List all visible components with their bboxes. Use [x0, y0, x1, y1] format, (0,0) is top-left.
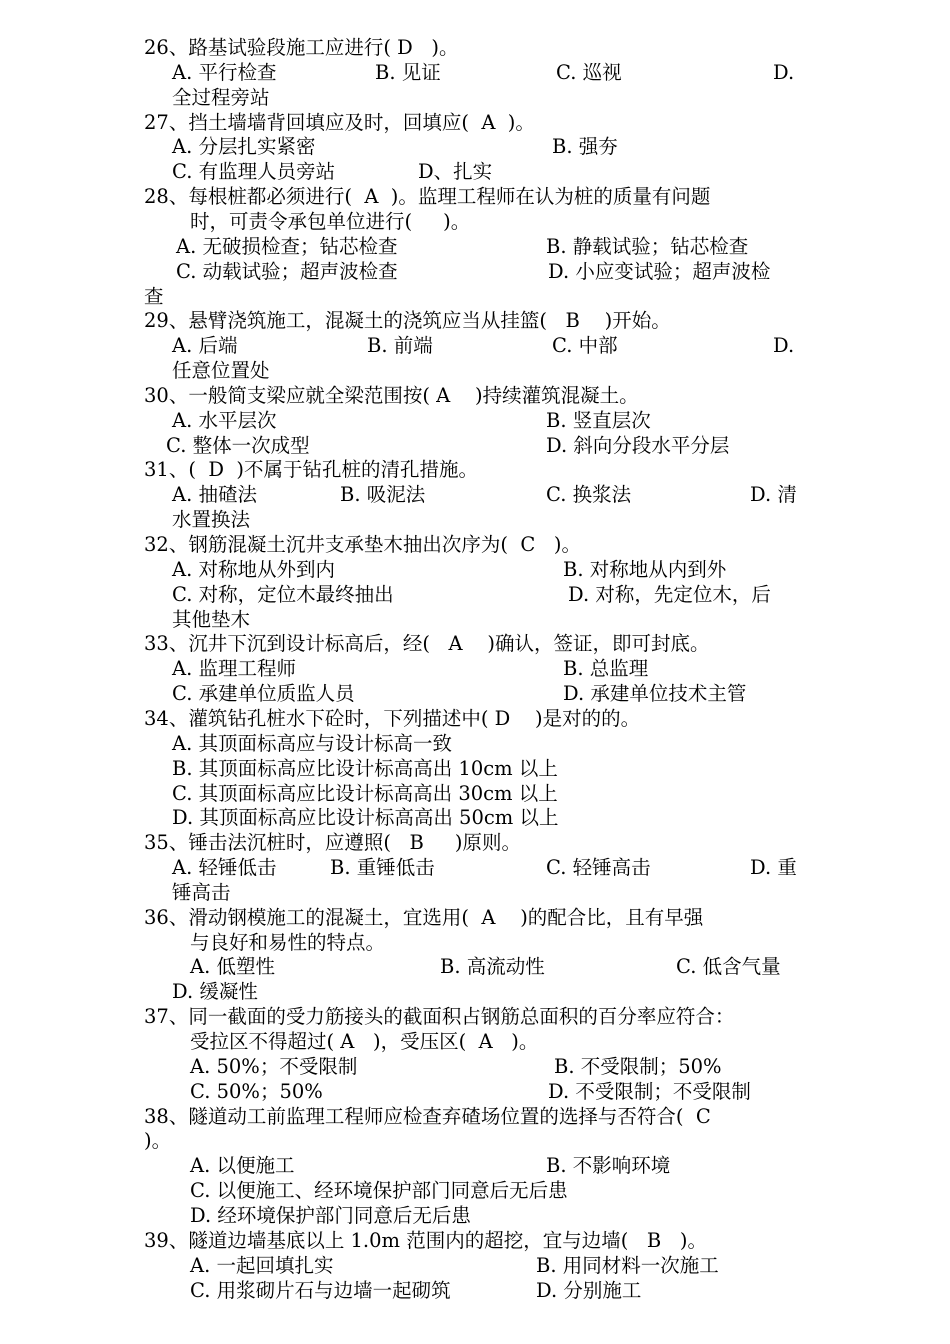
text-line: 39、隧道边墙基底以上 1.0m 范围内的超挖，宜与边墙( B )。: [144, 1228, 707, 1252]
text-segment: B. 不影响环境: [546, 1154, 671, 1178]
text-segment: D.: [773, 334, 795, 358]
text-segment: B. 见证: [375, 60, 441, 84]
text-line: 水置换法: [172, 508, 251, 532]
text-line: C. 其顶面标高应比设计标高高出 30cm 以上: [172, 781, 558, 805]
text-line: C. 50%；50%: [190, 1079, 323, 1103]
text-line: 32、钢筋混凝土沉井支承垫木抽出次序为( C )。: [144, 533, 581, 556]
text-line: C. 整体一次成型: [166, 433, 310, 457]
text-segment: B. 竖直层次: [546, 408, 651, 432]
text-segment: B. 用同材料一次施工: [536, 1253, 719, 1277]
text-line: A. 低塑性: [190, 955, 275, 979]
text-line: 28、每根桩都必须进行( A )。监理工程师在认为桩的质量有问题: [144, 185, 711, 209]
text-line: 查: [144, 284, 164, 308]
text-line: C. 动载试验；超声波检查: [176, 259, 398, 283]
text-segment: D、扎实: [418, 160, 493, 184]
text-line: 26、路基试验段施工应进行( D )。: [144, 36, 459, 59]
text-line: A. 对称地从外到内: [172, 557, 335, 581]
text-line: A. 一起回填扎实: [190, 1253, 334, 1277]
text-line: A. 以便施工: [190, 1154, 295, 1178]
text-line: 34、灌筑钻孔桩水下砼时，下列描述中( D )是对的的。: [144, 706, 641, 730]
text-line: 36、滑动钢模施工的混凝土，宜选用( A )的配合比，且有早强: [144, 905, 704, 929]
text-segment: D.: [773, 60, 795, 84]
text-line: 受拉区不得超过( A )，受压区( A )。: [190, 1030, 539, 1053]
text-segment: B. 静载试验；钻芯检查: [546, 234, 749, 258]
text-line: 31、( D )不属于钻孔桩的清孔措施。: [144, 458, 478, 482]
text-segment: D. 承建单位技术主管: [563, 682, 747, 706]
text-line: A. 无破损检查；钻芯检查: [176, 234, 398, 258]
text-line: 任意位置处: [172, 359, 270, 383]
text-segment: D. 斜向分段水平分层: [546, 433, 730, 457]
text-line: A. 平行检查: [172, 60, 277, 84]
text-segment: D. 重: [750, 856, 797, 880]
text-segment: B. 前端: [367, 334, 433, 358]
text-segment: C. 换浆法: [546, 483, 632, 507]
text-line: A. 50%；不受限制: [190, 1054, 358, 1078]
text-line: 30、一般简支梁应就全梁范围按( A )持续灌筑混凝土。: [144, 383, 639, 407]
text-line: 与良好和易性的特点。: [190, 930, 386, 954]
text-line: A. 分层扎实紧密: [172, 135, 316, 159]
text-segment: C. 低含气量: [676, 955, 781, 979]
text-segment: D. 清: [750, 483, 797, 507]
text-line: A. 其顶面标高应与设计标高一致: [172, 731, 452, 755]
text-line: 33、沉井下沉到设计标高后，经( A )确认，签证，即可封底。: [144, 632, 710, 656]
text-line: A. 水平层次: [172, 408, 277, 432]
text-line: 29、悬臂浇筑施工，混凝土的浇筑应当从挂篮( B )开始。: [144, 309, 671, 333]
text-segment: B. 重锤低击: [330, 856, 435, 880]
text-line: D. 其顶面标高应比设计标高高出 50cm 以上: [172, 806, 559, 830]
text-line: D. 经环境保护部门同意后无后患: [190, 1203, 471, 1227]
text-segment: C. 中部: [552, 334, 618, 358]
text-segment: B. 强夯: [552, 135, 618, 159]
text-line: 27、挡土墙墙背回填应及时，回填应( A )。: [144, 110, 535, 134]
text-line: 35、锤击法沉桩时，应遵照( B )原则。: [144, 831, 521, 855]
text-segment: B. 不受限制；50%: [554, 1054, 722, 1078]
text-segment: B. 吸泥法: [340, 483, 426, 507]
text-line: 时，可责令承包单位进行( )。: [190, 209, 471, 233]
text-segment: D. 小应变试验；超声波检: [548, 259, 771, 283]
text-segment: D. 分别施工: [536, 1278, 642, 1302]
text-line: A. 抽碴法: [172, 483, 257, 507]
text-line: C. 对称，定位木最终抽出: [172, 582, 394, 606]
text-line: C. 以便施工、经环境保护部门同意后无后患: [190, 1179, 568, 1203]
text-segment: C. 轻锤高击: [546, 856, 651, 880]
text-line: A. 轻锤低击: [172, 856, 277, 880]
text-segment: D. 对称，先定位木，后: [568, 582, 771, 606]
text-line: )。: [144, 1129, 172, 1153]
text-line: B. 其顶面标高应比设计标高高出 10cm 以上: [172, 756, 558, 780]
text-segment: B. 对称地从内到外: [563, 557, 727, 581]
text-line: 38、隧道动工前监理工程师应检查弃碴场位置的选择与否符合( C: [144, 1104, 711, 1128]
text-line: 37、同一截面的受力筋接头的截面积占钢筋总面积的百分率应符合：: [144, 1005, 735, 1029]
text-segment: D. 不受限制；不受限制: [548, 1079, 751, 1103]
text-line: 全过程旁站: [172, 85, 270, 109]
text-line: A. 监理工程师: [172, 657, 296, 681]
text-segment: C. 巡视: [556, 60, 622, 84]
text-line: C. 有监理人员旁站: [172, 160, 336, 184]
text-line: A. 后端: [172, 334, 238, 358]
text-segment: B. 高流动性: [440, 955, 545, 979]
text-line: D. 缓凝性: [172, 980, 258, 1004]
text-line: 其他垫木: [172, 607, 251, 631]
text-line: 锤高击: [172, 880, 231, 904]
text-line: C. 用浆砌片石与边墙一起砌筑: [190, 1278, 451, 1302]
text-segment: B. 总监理: [563, 657, 649, 681]
text-line: C. 承建单位质监人员: [172, 682, 355, 706]
